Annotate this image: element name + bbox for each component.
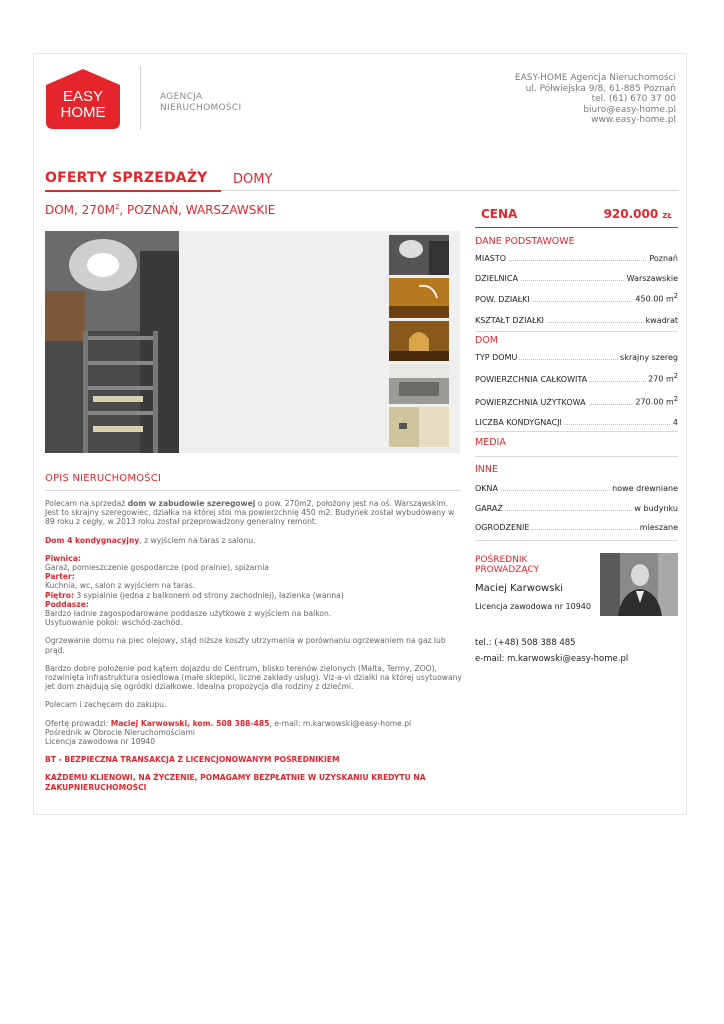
section-title: OFERTY SPRZEDAŻY bbox=[45, 170, 208, 186]
details-divider bbox=[475, 431, 678, 432]
company-phone: tel. (61) 670 37 00 bbox=[591, 94, 676, 105]
agent-phone[interactable]: tel.: (+48) 508 388 485 bbox=[475, 638, 576, 648]
thumbnail-4[interactable] bbox=[389, 364, 449, 404]
credit-notice: KAŻDEMU KLIENOWI, NA ŻYCZENIE, POMAGAMY BEZPŁATNIE W UZYSKANIU KREDYTU NA ZAKUPNIERUCHOMOŚCI bbox=[45, 773, 426, 792]
detail-row-garage: GARAŻ w budynku bbox=[475, 504, 678, 513]
house-heading: DOM bbox=[475, 335, 498, 346]
agent-name: Maciej Karwowski bbox=[475, 583, 564, 594]
property-title: DOM, $270M^2$, POZNAŃ, WARSZAWSKIE bbox=[45, 203, 276, 217]
logo-line2: HOME bbox=[60, 104, 106, 121]
details-divider bbox=[475, 456, 678, 457]
company-website[interactable]: www.easy-home.pl bbox=[591, 115, 676, 126]
media-heading: MEDIA bbox=[475, 437, 506, 448]
details-divider bbox=[475, 331, 678, 332]
logo-line1: EASY bbox=[62, 88, 104, 105]
thumbnail-2[interactable] bbox=[389, 278, 449, 318]
photo-gallery bbox=[45, 231, 460, 453]
logo-separator bbox=[140, 66, 141, 130]
basic-data-heading: DANE PODSTAWOWE bbox=[475, 236, 575, 247]
easy-home-logo bbox=[45, 68, 121, 130]
agency-label: AGENCJA NIERUCHOMOŚCI bbox=[160, 92, 242, 113]
price-box bbox=[475, 207, 678, 228]
description-divider bbox=[45, 490, 460, 491]
thumbnail-1[interactable] bbox=[389, 235, 449, 275]
company-email[interactable]: biuro@easy-home.pl bbox=[583, 104, 676, 115]
detail-row-plot-shape: KSZTAŁT DZIAŁKI kwadrat bbox=[475, 316, 678, 325]
price-value: 920.000 ZŁ bbox=[603, 207, 672, 221]
thumbnail-5[interactable] bbox=[389, 407, 449, 447]
other-heading: INNE bbox=[475, 464, 499, 475]
detail-row-usable-area: POWIERZCHNIA UŻYTKOWA 270.00 $m^2$ bbox=[475, 395, 678, 407]
section-header bbox=[45, 170, 679, 191]
section-category[interactable]: DOMY bbox=[233, 172, 273, 187]
agent-email[interactable]: e-mail: m.karwowski@easy-home.pl bbox=[475, 654, 629, 664]
safe-transaction-notice: BT - BEZPIECZNA TRANSAKCJA Z LICENCJONOWANYM POŚREDNIKIEM bbox=[45, 755, 340, 765]
company-name: EASY-HOME Agencja Nieruchomości bbox=[514, 73, 676, 83]
detail-row-plot-area: POW. DZIAŁKI 450.00 $m^2$ bbox=[475, 292, 678, 304]
thumbnail-3[interactable] bbox=[389, 321, 449, 361]
agent-photo bbox=[600, 553, 678, 616]
detail-row-fence: OGRODZENIE mieszane bbox=[475, 523, 678, 532]
details-divider bbox=[475, 540, 678, 541]
detail-row-total-area: POWIERZCHNIA CAŁKOWITA 270 $m^2$ bbox=[475, 372, 678, 384]
detail-row-house-type: TYP DOMU skrajny szereg bbox=[475, 353, 678, 362]
description-title: OPIS NIERUCHOMOŚCI bbox=[45, 473, 162, 484]
detail-row-windows: OKNA nowe drewniane bbox=[475, 484, 678, 493]
detail-row-floors: LICZBA KONDYGNACJI 4 bbox=[475, 418, 678, 427]
detail-row-district: DZIELNICA Warszawskie bbox=[475, 274, 678, 283]
price-label: CENA bbox=[481, 207, 518, 221]
detail-row-city: MIASTO Poznań bbox=[475, 254, 678, 263]
main-photo[interactable] bbox=[45, 231, 179, 453]
property-description: Polecam na sprzedaż dom w zabudowie szeregowej o pow. 270m2, położony jest na oś. Warszawskim. Jest to skrajny szeregowiec, działka na której stoi ma powierzchnię 450 m2. Budynek został wybudowany w 89 roku z cegły, w 2013 roku został przeprowadzony generalny remont. Dom 4 kondygnacyjny, z wyjściem na taras z salonu. Piwnica: Garaż, pomieszczenie gospodarcze (pod pralnie), spiżarnia Parter: Kuchnia, wc, salon z wyjściem na taras. Piętro: 3 sypialnie (jedna z balkonem od strony zachodniej), łazienka (wanna) Poddasze: Bardzo ładnie zagospodarowane poddasze użytkowe z wyjściem na balkon. Usytuowanie pokoi: wschód-zachód. Ogrzewanie domu na piec olejowy, stąd niższe koszty utrzymania w porównaniu ogrzewaniem na gaz lub prąd. Bardzo dobre położenie pod kątem dojazdu do Centrum, blisko terenów zielonych (Malta, Termy, ZOO), rozwinięta infrastruktura osiedlowa (małe sklepiki, liczne zakłady usług). Viz-a-vi działki na której usytuowany jet dom znajdują się ogródki działkowe. Idealna propozycja dla rodziny z dziećmi. Polecam i zachęcam do zakupu. Ofertę prowadzi: Maciej Karwowski, kom. 508 388-485, e-mail: m.karwowski@easy-home.pl Pośrednik w Obrocie Nieruchomościami Licencja zawodowa nr 10940 BT - BEZPIECZNA TRANSAKCJA Z LICENCJONOWANYM POŚREDNIKIEM KAŻDEMU KLIENOWI, NA ŻYCZENIE, POMAGAMY BEZPŁATNIE W UZYSKANIU KREDYTU NA ZAKUPNIERUCHOMOŚCI bbox=[45, 499, 462, 792]
company-contact bbox=[515, 73, 676, 126]
agent-heading: POŚREDNIK PROWADZĄCY bbox=[475, 555, 540, 575]
section-title-underline bbox=[45, 190, 221, 192]
agent-license: Licencja zawodowa nr 10940 bbox=[475, 602, 591, 611]
company-address: ul. Półwiejska 9/8, 61-885 Poznań bbox=[525, 83, 676, 94]
